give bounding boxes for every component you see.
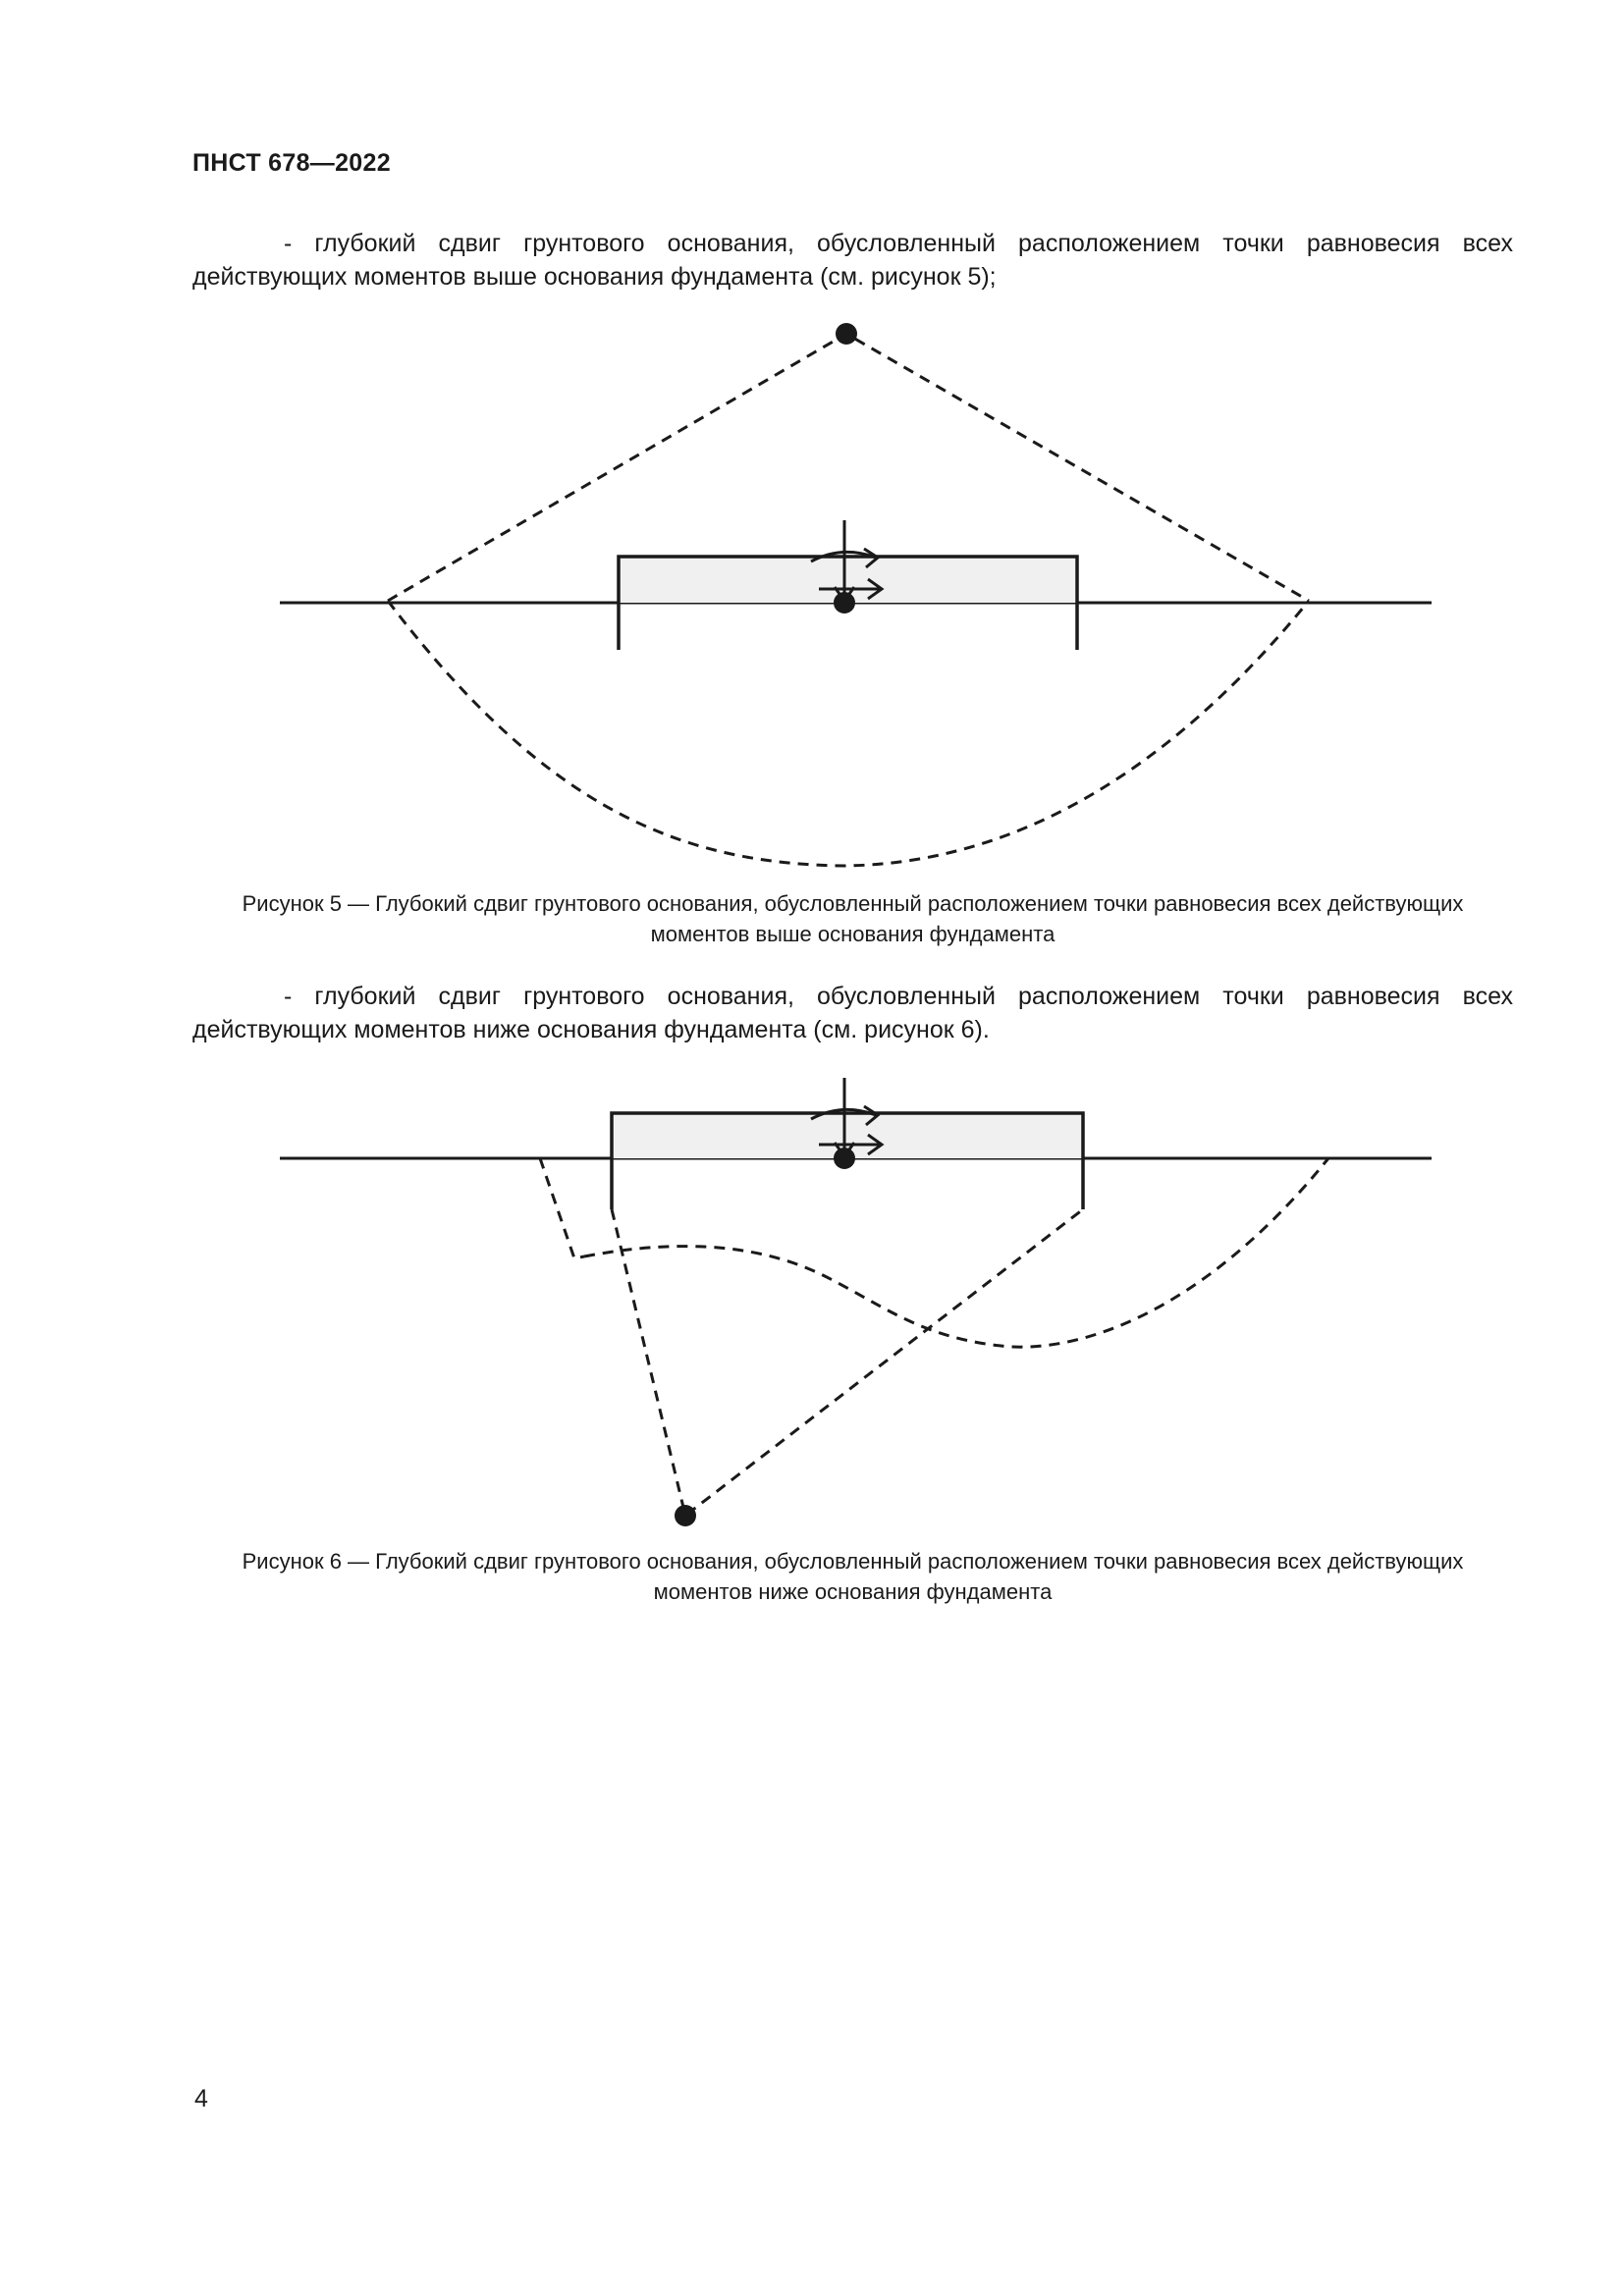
fig6-equilibrium-point: [675, 1505, 696, 1526]
paragraph-deep-shift-below: - глубокий сдвиг грунтового основания, обусловленный расположением точки равновесия всех действующих моментов ниже основания фундамента (см. рисунок 6).: [192, 983, 1513, 1043]
fig5-foundation-point: [834, 592, 855, 614]
fig6-wavy-slip-curve: [584, 1158, 1328, 1347]
document-code: ПНСТ 678—2022: [192, 149, 391, 177]
fig5-lower-slip-arc: [388, 601, 1309, 866]
figure-6-diagram: [0, 1060, 1624, 1531]
fig5-equilibrium-point: [836, 323, 857, 345]
paragraph-deep-shift-above: - глубокий сдвиг грунтового основания, обусловленный расположением точки равновесия всех действующих моментов выше основания фундамента (см. рисунок 5);: [192, 230, 1513, 291]
fig6-left-slip-line: [540, 1158, 584, 1258]
fig6-foundation-point: [834, 1148, 855, 1169]
fig6-lower-slip-lines: [612, 1209, 1083, 1516]
figure-5-caption: Рисунок 5 — Глубокий сдвиг грунтового основания, обусловленный расположением точки равновесия всех действующих моментов выше основания фундамента: [242, 891, 1464, 946]
figure-5-diagram: [0, 294, 1624, 883]
page-number: 4: [194, 2085, 208, 2112]
figure-6-caption: Рисунок 6 — Глубокий сдвиг грунтового основания, обусловленный расположением точки равновесия всех действующих моментов ниже основания фундамента: [242, 1549, 1464, 1604]
